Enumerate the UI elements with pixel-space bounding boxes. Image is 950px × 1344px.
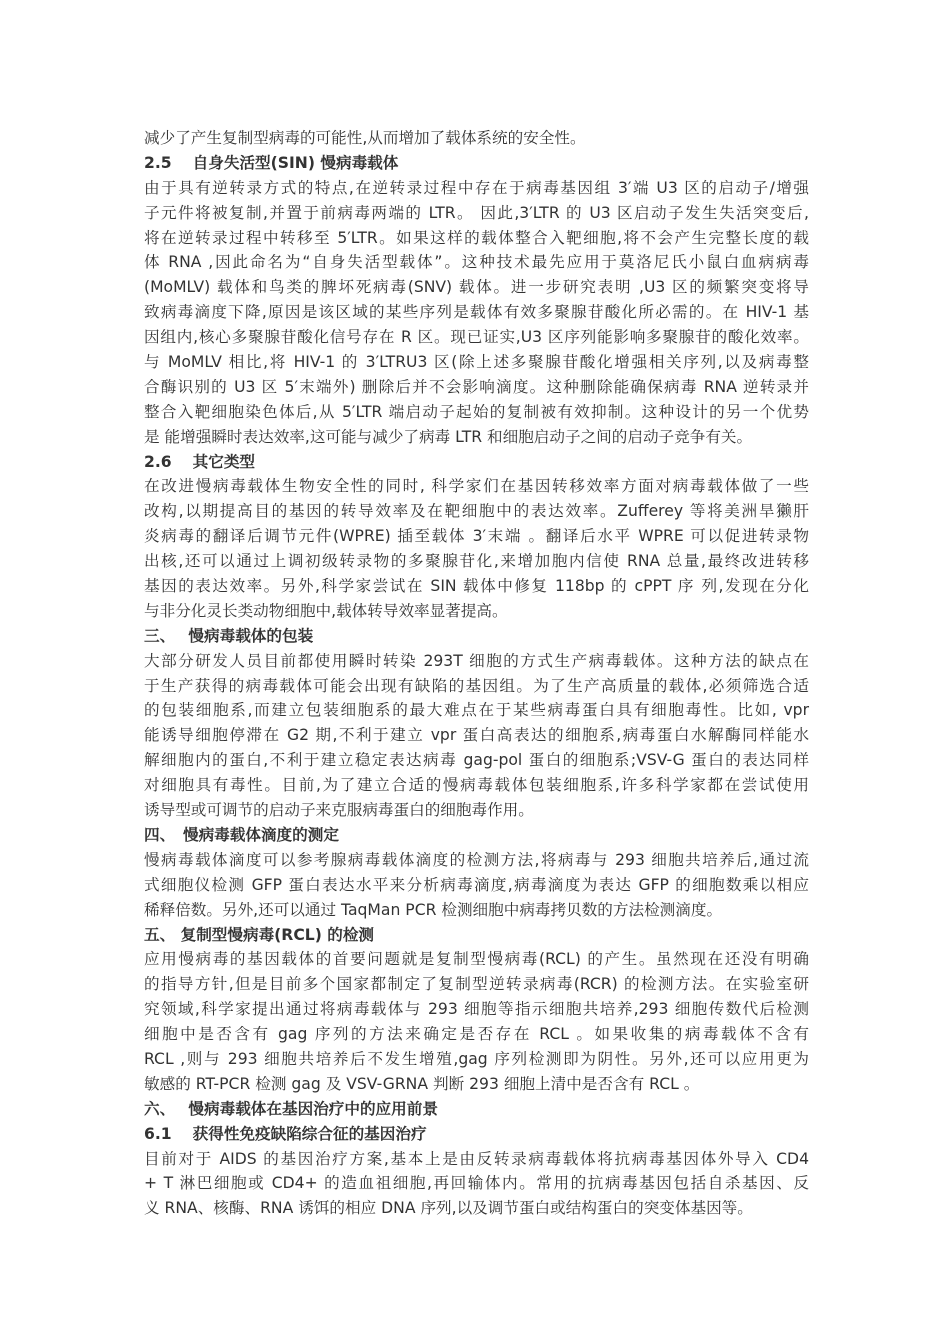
body-text-line: 基因的表达效率。另外,科学家尝试在 SIN 载体中修复 118bp 的 cPPT 序 列,发现在分化 [144, 577, 809, 596]
body-text-line: 对细胞具有毒性。目前,为了建立合适的慢病毒载体包装细胞系,许多科学家都在尝试使用 [144, 776, 809, 795]
body-text-line: 将在逆转录过程中转移至 5′LTR。如果这样的载体整合入靶细胞,将不会产生完整长度的载 [144, 228, 809, 247]
body-text-line: 解细胞内的蛋白,不利于建立稳定表达病毒 gag-pol 蛋白的细胞系;VSV-G 蛋白的表达同样 [144, 751, 809, 770]
body-text-line: 与 MoMLV 相比,将 HIV-1 的 3′LTRU3 区(除上述多聚腺苷酸化增强相关序列,以及病毒整 [144, 353, 809, 372]
body-text-line: 致病毒滴度下降,原因是该区域的某些序列是载体有效多聚腺苷酸化所必需的。在 HIV-1 基 [144, 303, 809, 322]
section-heading: 五、 复制型慢病毒(RCL) 的检测 [144, 925, 375, 944]
body-text-line: 的包装细胞系,而建立包装细胞系的最大难点在于某些病毒蛋白具有细胞毒性。比如, vpr [144, 701, 809, 720]
section-heading: 四、 慢病毒载体滴度的测定 [144, 825, 339, 844]
body-text-line: 由于具有逆转录方式的特点,在逆转录过程中存在于病毒基因组 3′端 U3 区的启动子/增强 [144, 178, 809, 197]
body-text-line: 于生产获得的病毒载体可能会出现有缺陷的基因组。为了生产高质量的载体,必须筛选合适 [144, 676, 809, 695]
section-heading: 三、 慢病毒载体的包装 [144, 626, 314, 645]
body-text-line: 细胞中是否含有 gag 序列的方法来确定是否存在 RCL 。如果收集的病毒载体不含有 [144, 1025, 809, 1044]
body-text-line: 改构,以期提高目的基因的转导效率及在靶细胞中的表达效率。Zufferey 等将美洲旱獭肝 [144, 502, 809, 521]
body-text-line: 出核,还可以通过上调初级转录物的多聚腺苷化,来增加胞内信使 RNA 总量,最终改进转移 [144, 552, 809, 571]
body-text-line: 目前对于 AIDS 的基因治疗方案,基本上是由反转录病毒载体将抗病毒基因体外导入 CD4 [144, 1149, 809, 1168]
body-text-line: 究领域,科学家提出通过将病毒载体与 293 细胞等指示细胞共培养,293 细胞传数代后检测 [144, 1000, 809, 1019]
body-text-line: 诱导型或可调节的启动子来克服病毒蛋白的细胞毒作用。 [144, 801, 534, 820]
body-text-line: 减少了产生复制型病毒的可能性,从而增加了载体系统的安全性。 [144, 129, 586, 147]
body-text-line: RCL ,则与 293 细胞共培养后不发生增殖,gag 序列检测即为阴性。另外,还可以应用更为 [144, 1049, 809, 1068]
section-heading: 2.5 自身失活型(SIN) 慢病毒载体 [144, 153, 399, 172]
body-text-line: 合酶识别的 U3 区 5′末端外) 删除后并不会影响滴度。这种删除能确保病毒 RNA 逆转录并 [144, 377, 809, 396]
body-text-line: 稀释倍数。另外,还可以通过 TaqMan PCR 检测细胞中病毒拷贝数的方法检测滴度。 [144, 900, 723, 919]
body-text-line: 能诱导细胞停滞在 G2 期,不利于建立 vpr 蛋白高表达的细胞系,病毒蛋白水解酶同样能水 [144, 726, 809, 745]
body-text-line: 敏感的 RT-PCR 检测 gag 及 VSV-GRNA 判断 293 细胞上清中是否含有 RCL 。 [144, 1074, 700, 1093]
body-text-line: 与非分化灵长类动物细胞中,载体转导效率显著提高。 [144, 601, 508, 620]
body-text-line: 大部分研发人员目前都使用瞬时转染 293T 细胞的方式生产病毒载体。这种方法的缺点在 [144, 651, 809, 670]
body-text-line: 的指导方针,但是目前多个国家都制定了复制型逆转录病毒(RCR) 的检测方法。在实验室研 [144, 975, 809, 994]
body-text-line: 整合入靶细胞染色体后,从 5′LTR 端启动子起始的复制被有效抑制。这种设计的另一个优势 [144, 402, 809, 421]
body-text-line: + T 淋巴细胞或 CD4+ 的造血祖细胞,再回输体内。常用的抗病毒基因包括自杀基因、反 [144, 1174, 809, 1193]
section-heading: 2.6 其它类型 [144, 452, 256, 471]
body-text-line: (MoMLV) 载体和鸟类的脾坏死病毒(SNV) 载体。进一步研究表明 ,U3 区的频繁突变将导 [144, 278, 809, 297]
body-text-line: 是 能增强瞬时表达效率,这可能与减少了病毒 LTR 和细胞启动子之间的启动子竞争有关。 [144, 427, 753, 446]
body-text-line: 子元件将被复制,并置于前病毒两端的 LTR。 因此,3′LTR 的 U3 区启动子发生失活突变后, [144, 203, 809, 222]
section-heading: 6.1 获得性免疫缺陷综合征的基因治疗 [144, 1124, 427, 1143]
body-text-line: 应用慢病毒的基因载体的首要问题就是复制型慢病毒(RCL) 的产生。虽然现在还没有明确 [144, 950, 809, 969]
section-heading: 六、 慢病毒载体在基因治疗中的应用前景 [144, 1099, 438, 1118]
body-text-line: 慢病毒载体滴度可以参考腺病毒载体滴度的检测方法,将病毒与 293 细胞共培养后,通过流 [144, 850, 809, 869]
body-text-line: 体 RNA ,因此命名为“自身失活型载体”。这种技术最先应用于莫洛尼氏小鼠白血病病毒 [144, 253, 809, 272]
body-text-line: 式细胞仪检测 GFP 蛋白表达水平来分析病毒滴度,病毒滴度为表达 GFP 的细胞数乘以相应 [144, 875, 809, 894]
body-text-line: 炎病毒的翻译后调节元件(WPRE) 插至载体 3′末端 。翻译后水平 WPRE 可以促进转录物 [144, 527, 809, 546]
body-text-line: 在改进慢病毒载体生物安全性的同时, 科学家们在基因转移效率方面对病毒载体做了一些 [144, 477, 809, 496]
body-text-line: 义 RNA、核酶、RNA 诱饵的相应 DNA 序列,以及调节蛋白或结构蛋白的突变体基因等。 [144, 1199, 753, 1218]
document-page [144, 126, 809, 1221]
body-text-line: 因组内,核心多聚腺苷酸化信号存在 R 区。现已证实,U3 区序列能影响多聚腺苷的酸化效率。 [144, 328, 809, 347]
